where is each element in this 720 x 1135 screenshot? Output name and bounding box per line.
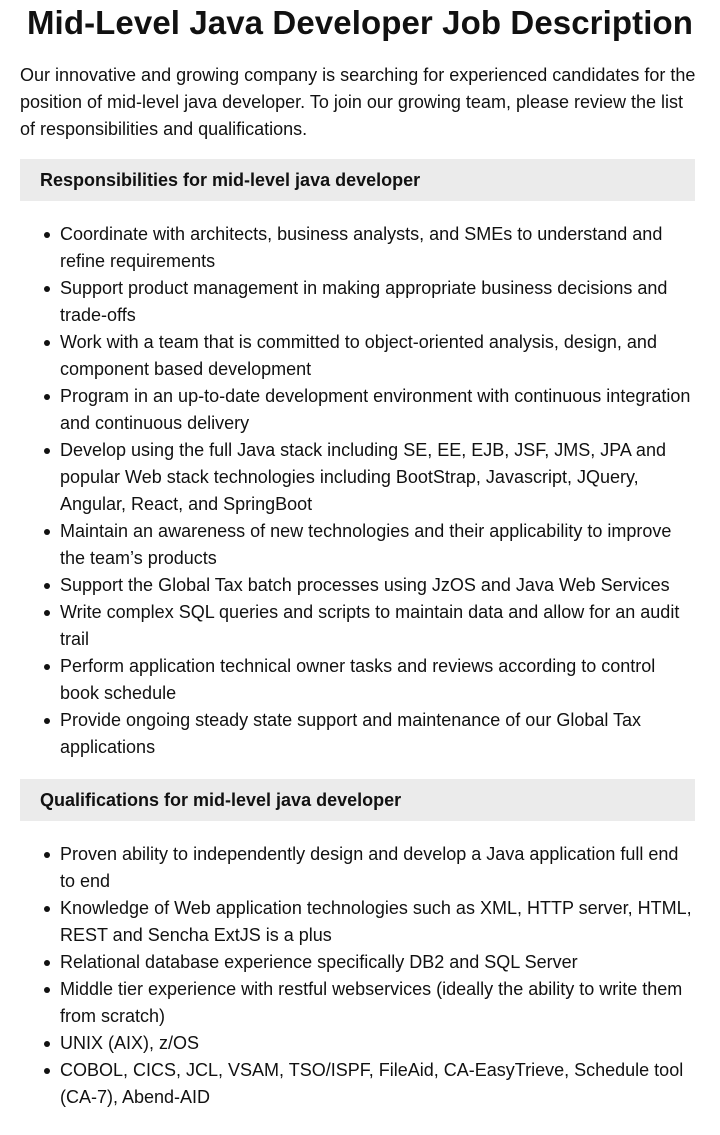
list-item: Perform application technical owner tasks and reviews according to control book schedule xyxy=(60,653,695,707)
list-item: COBOL, CICS, JCL, VSAM, TSO/ISPF, FileAid, CA-EasyTrieve, Schedule tool (CA-7), Abend-AID xyxy=(60,1057,695,1111)
list-item: Middle tier experience with restful webservices (ideally the ability to write them from scratch) xyxy=(60,976,695,1030)
list-item: Support the Global Tax batch processes using JzOS and Java Web Services xyxy=(60,572,695,599)
list-item: Maintain an awareness of new technologies and their applicability to improve the team’s products xyxy=(60,518,695,572)
qualifications-list xyxy=(0,841,720,1111)
responsibilities-list xyxy=(0,221,720,761)
responsibilities-heading: Responsibilities for mid-level java developer xyxy=(20,159,695,201)
list-item: Relational database experience specifically DB2 and SQL Server xyxy=(60,949,695,976)
list-item: Develop using the full Java stack including SE, EE, EJB, JSF, JMS, JPA and popular Web stack technologies including BootStrap, Javascript, JQuery, Angular, React, and SpringBoot xyxy=(60,437,695,518)
qualifications-heading: Qualifications for mid-level java developer xyxy=(20,779,695,821)
list-item: Program in an up-to-date development environment with continuous integration and continuous delivery xyxy=(60,383,695,437)
list-item: Provide ongoing steady state support and maintenance of our Global Tax applications xyxy=(60,707,695,761)
list-item: Work with a team that is committed to object-oriented analysis, design, and component based development xyxy=(60,329,695,383)
list-item: UNIX (AIX), z/OS xyxy=(60,1030,695,1057)
list-item: Support product management in making appropriate business decisions and trade-offs xyxy=(60,275,695,329)
intro-paragraph: Our innovative and growing company is searching for experienced candidates for the position of mid-level java developer. To join our growing team, please review the list of responsibilities and qualifications. xyxy=(20,65,696,139)
list-item: Write complex SQL queries and scripts to maintain data and allow for an audit trail xyxy=(60,599,695,653)
list-item: Knowledge of Web application technologies such as XML, HTTP server, HTML, REST and Sencha ExtJS is a plus xyxy=(60,895,695,949)
list-item: Coordinate with architects, business analysts, and SMEs to understand and refine requirements xyxy=(60,221,695,275)
list-item: Proven ability to independently design and develop a Java application full end to end xyxy=(60,841,695,895)
page-title: Mid-Level Java Developer Job Description xyxy=(26,4,694,41)
